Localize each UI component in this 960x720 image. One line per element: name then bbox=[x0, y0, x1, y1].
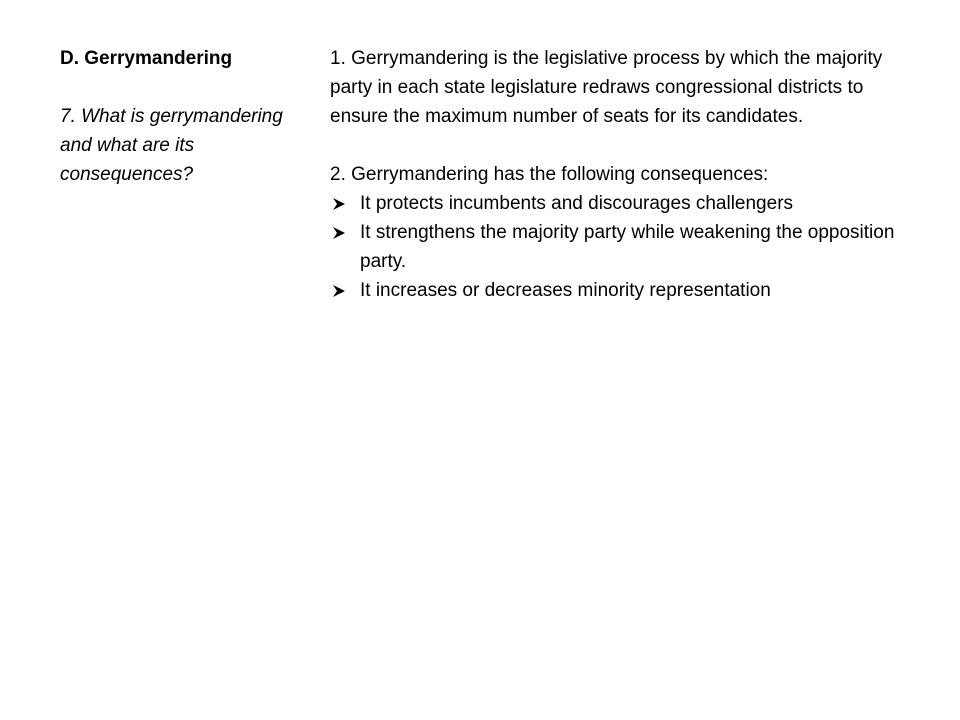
consequence-text: It strengthens the majority party while weakening the opposition party. bbox=[360, 222, 895, 272]
arrowhead-bullet-icon bbox=[332, 197, 346, 211]
arrowhead-bullet-icon bbox=[332, 226, 346, 240]
list-item bbox=[330, 218, 910, 276]
right-column bbox=[330, 44, 910, 305]
list-item bbox=[330, 189, 910, 218]
definition-paragraph: 1. Gerrymandering is the legislative process by which the majority party in each state legislature redraws congressional districts to ensure the maximum number of seats for its candidates. bbox=[330, 48, 883, 127]
consequences-intro: 2. Gerrymandering has the following consequences: bbox=[330, 164, 769, 185]
consequence-text: It protects incumbents and discourages challengers bbox=[360, 193, 794, 214]
left-column bbox=[60, 44, 290, 189]
arrowhead-bullet-icon bbox=[332, 284, 346, 298]
question-text: 7. What is gerrymandering and what are its consequences? bbox=[60, 106, 283, 185]
section-heading: D. Gerrymandering bbox=[60, 48, 233, 69]
consequences-list bbox=[330, 189, 910, 305]
consequence-text: It increases or decreases minority representation bbox=[360, 280, 771, 301]
consequences-block bbox=[330, 160, 910, 305]
list-item bbox=[330, 276, 910, 305]
